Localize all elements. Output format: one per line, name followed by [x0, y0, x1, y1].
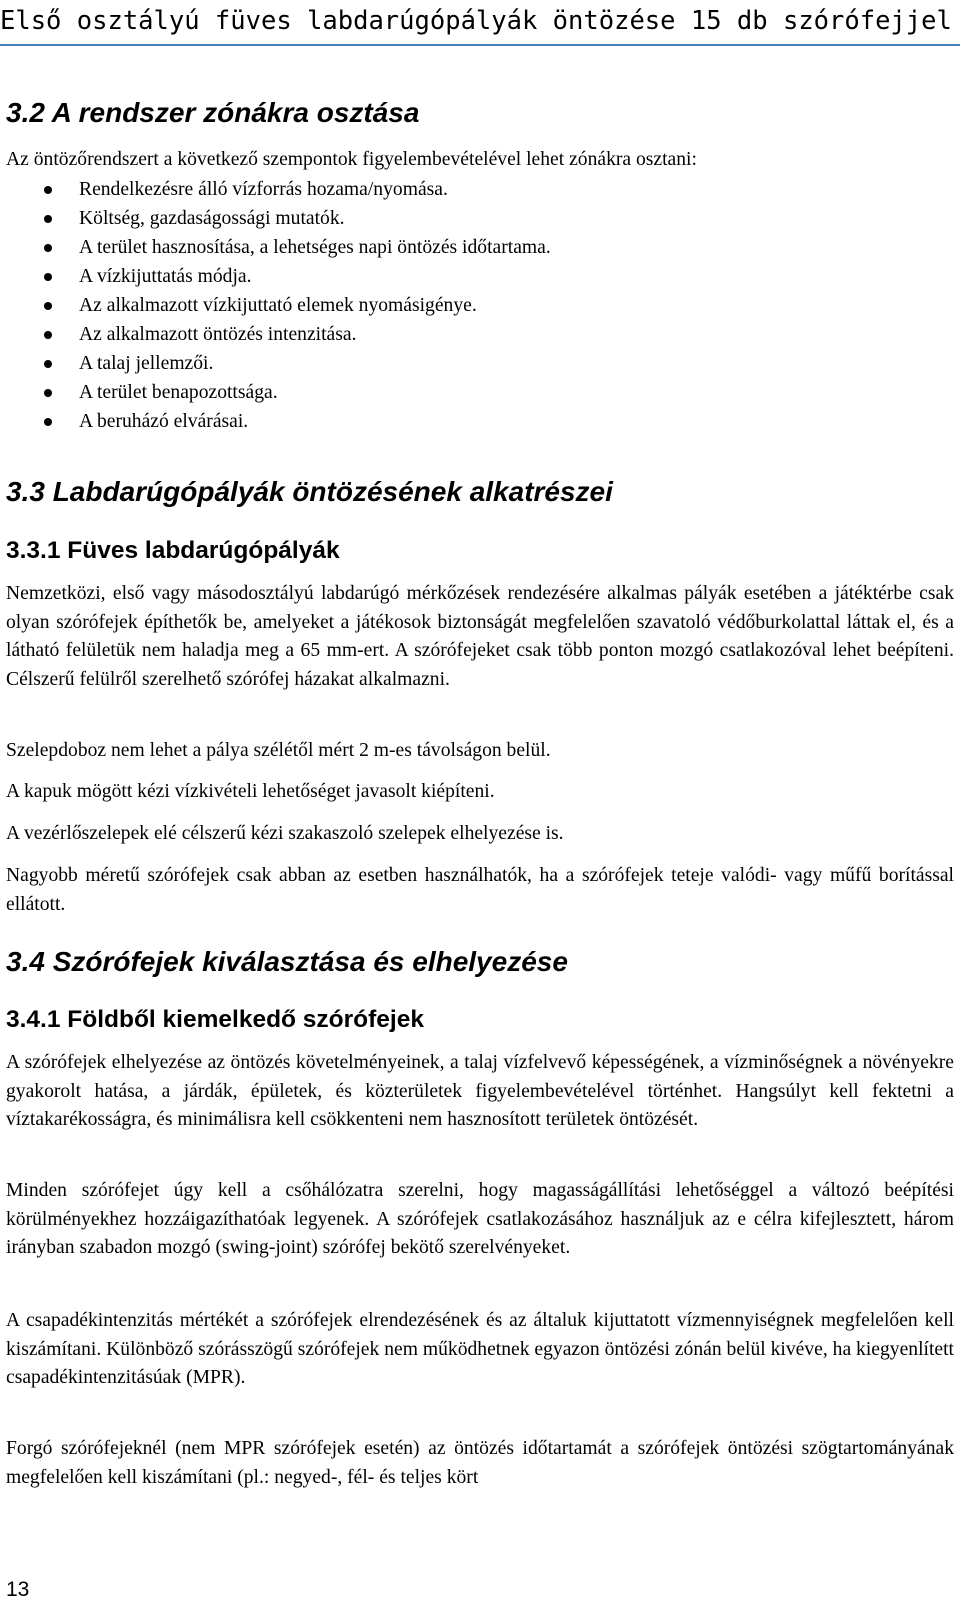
section-3-3-heading: 3.3 Labdarúgópályák öntözésének alkatrészei [6, 476, 613, 507]
running-header-title: Első osztályú füves labdarúgópályák öntözése 15 db szórófejjel [0, 6, 952, 36]
list-item-text: Az alkalmazott öntözés intenzitása. [79, 324, 357, 345]
section-3-2-heading: 3.2 A rendszer zónákra osztása [6, 97, 420, 128]
section-3-4-heading: 3.4 Szórófejek kiválasztása és elhelyezése [6, 946, 568, 977]
section-3-3-1-paragraph: A vezérlőszelepek elé célszerű kézi szakaszoló szelepek elhelyezése is. [6, 823, 564, 844]
list-item-text: A terület hasznosítása, a lehetséges napi öntözés időtartama. [79, 237, 551, 258]
section-3-4-1-paragraph: A csapadékintenzitás mértékét a szórófejek elrendezésének és az általuk kijuttatott vízmennyiségnek megfelelően kell kiszámítani. Különböző szórásszögű szórófejek nem működhetnek egyazon öntözési zónán belül kivéve, ha kiegyenlített csapadékintenzitásúak (MPR). [6, 1310, 954, 1389]
section-3-4-1-heading: 3.4.1 Földből kiemelkedő szórófejek [6, 1006, 424, 1033]
bullet-dot [44, 273, 52, 281]
bullet-dot [44, 244, 52, 252]
section-3-2-intro: Az öntözőrendszert a következő szempontok figyelembevételével lehet zónákra osztani: [6, 149, 697, 170]
list-item-text: Költség, gazdaságossági mutatók. [79, 208, 345, 229]
list-item-text: Az alkalmazott vízkijuttató elemek nyomásigénye. [79, 295, 477, 316]
list-item-text: A vízkijuttatás módja. [79, 266, 252, 287]
list-item-text: A talaj jellemzői. [79, 353, 214, 374]
bullet-dot [44, 389, 52, 397]
running-header [0, 0, 960, 48]
section-3-3-1-paragraph: Nagyobb méretű szórófejek csak abban az esetben használhatók, ha a szórófejek teteje valódi- vagy műfű borítással ellátott. [6, 865, 954, 915]
list-item-text: A terület benapozottsága. [79, 382, 278, 403]
bullet-dot [44, 331, 52, 339]
section-3-3-1-paragraph: A kapuk mögött kézi vízkivételi lehetőséget javasolt kiépíteni. [6, 781, 495, 802]
bullet-dot [44, 302, 52, 310]
section-3-3-1-heading: 3.3.1 Füves labdarúgópályák [6, 537, 340, 564]
section-3-3-1-paragraph: Nemzetközi, első vagy másodosztályú labdarúgó mérkőzések rendezésére alkalmas pályák esetében a játéktérbe csak olyan szórófejek építhetők be, amelyeket a játékosok biztonságát megfelelően szavatoló védőburkolattal láttak el, és a látható felületük nem haladja meg a 65 mm-ert. A szórófejeket csak több ponton mozgó csatlakozóval lehet beépíteni. Célszerű felülről szerelhető szórófej házakat alkalmazni. [6, 583, 954, 690]
section-3-4-1-paragraph: Forgó szórófejeknél (nem MPR szórófejek esetén) az öntözés időtartamát a szórófejek öntözési szögtartományának megfelelően kell kiszámítani (pl.: negyed-, fél- és teljes kört [6, 1438, 954, 1488]
list-item-text: Rendelkezésre álló vízforrás hozama/nyomása. [79, 179, 448, 200]
bullet-dot [44, 418, 52, 426]
section-3-4-1-paragraph: Minden szórófejet úgy kell a csőhálózatra szerelni, hogy magasságállítási lehetőséggel a változó beépítési körülményekhez hozzáigazíthatóak legyenek. A szórófejek csatlakozásához használjuk az e célra kifejlesztett, három irányban szabadon mozgó (swing-joint) szórófej bekötő szerelvényeket. [6, 1180, 954, 1259]
section-3-4-1-paragraph: A szórófejek elhelyezése az öntözés követelményeinek, a talaj vízfelvevő képességének, a vízminőségnek a növényekre gyakorolt hatása, a járdák, épületek, és közterületek figyelembevételével történhet. Hangsúlyt kell fektetni a víztakarékosságra, és minimálisra kell csökkenteni nem hasznosított területek öntözését. [6, 1052, 954, 1131]
section-3-3-1-paragraph: Szelepdoboz nem lehet a pálya szélétől mért 2 m-es távolságon belül. [6, 740, 551, 761]
header-rule [0, 44, 960, 46]
page-number: 13 [6, 1578, 30, 1601]
list-item-text: A beruházó elvárásai. [79, 411, 249, 432]
bullet-dot [44, 360, 52, 368]
bullet-dot [44, 186, 52, 194]
bullet-dot [44, 215, 52, 223]
